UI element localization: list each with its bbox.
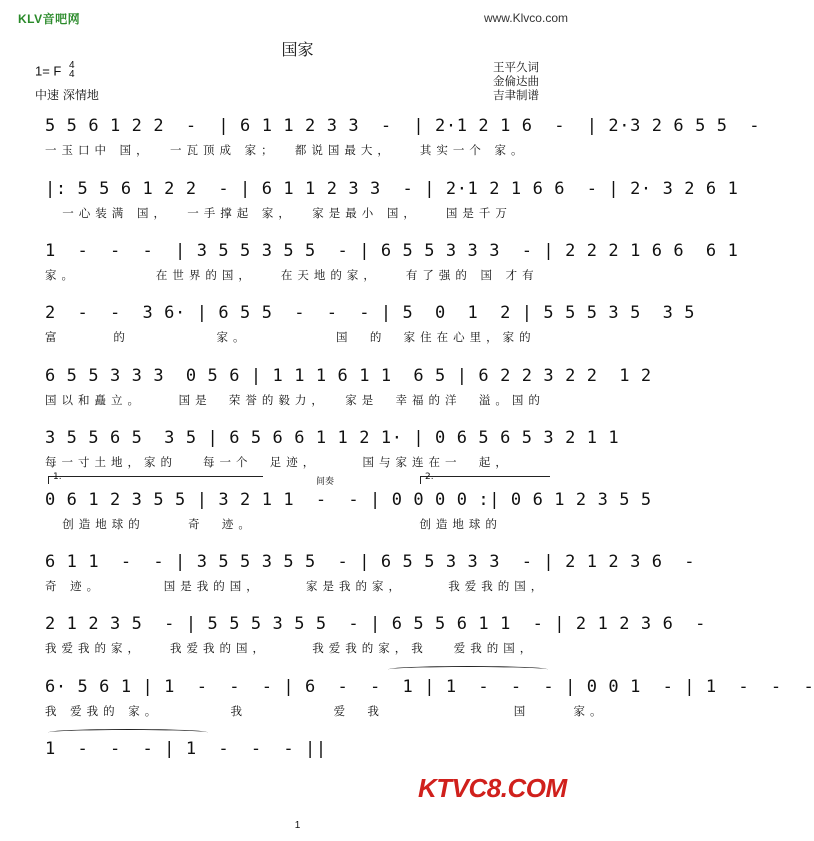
lyrics-line: 国以和矗立。 国是 荣誉的毅力， 家是 幸福的洋 溢。国的	[45, 393, 545, 407]
notes-line: 1 - - - | 1 - - - ||	[45, 739, 327, 759]
lyrics-line: 奇 迹。 国是我的国， 家是我的家， 我爱我的国，	[45, 579, 548, 593]
notes-line: 6 5 5 3 3 3 0 5 6 | 1 1 1 6 1 1 6 5 | 6 2 2 3 2 2 1 2	[45, 366, 652, 386]
site-url[interactable]: www.Klvco.com	[483, 11, 568, 25]
site-logo[interactable]: KLV音吧网	[18, 12, 81, 26]
second-ending-label: 2.	[425, 472, 434, 482]
song-title: 国家	[281, 40, 314, 59]
lyrics-line: 每一寸土地，家的 每一个 足迹， 国与家连在一 起，	[45, 455, 512, 469]
tempo-marking: 中速 深情地	[35, 88, 99, 102]
interlude-label: 间奏	[316, 477, 335, 487]
credits	[493, 60, 539, 102]
first-ending-tick	[48, 476, 49, 484]
page-number: 1	[294, 820, 301, 831]
time-numerator: 4	[69, 60, 75, 71]
notes-line: 2 - - 3 6· | 6 5 5 - - - | 5 0 1 2 | 5 5 5 3 5 3 5	[45, 303, 696, 323]
transcriber-credit: 吉聿制谱	[493, 88, 539, 102]
notes-line: 2 1 2 3 5 - | 5 5 5 3 5 5 - | 6 5 5 6 1 1 - | 2 1 2 3 6 -	[45, 614, 706, 634]
lyrics-line: 富 的 家。 国 的 家住在心里，家的	[45, 330, 536, 344]
second-ending-tick	[420, 476, 421, 484]
notes-line: 3 5 5 6 5 3 5 | 6 5 6 6 1 1 2 1· | 0 6 5 6 5 3 2 1 1	[45, 428, 620, 448]
second-ending-bracket	[420, 476, 550, 477]
lyrics-line: 家。 在世界的国， 在天地的家， 有了强的 国 才有	[45, 268, 539, 282]
first-ending-label: 1.	[53, 472, 62, 482]
lyrics-line: 一心装满 国， 一手撑起 家， 家是最小 国， 国是千万	[45, 206, 512, 220]
watermark-logo: KTVC8.COM	[418, 773, 567, 803]
lyricist-credit: 王平久词	[493, 60, 539, 74]
notes-line: |: 5 5 6 1 2 2 - | 6 1 1 2 3 3 - | 2·1 2 1 6 6 - | 2· 3 2 6 1	[45, 179, 739, 199]
key-signature	[35, 60, 75, 81]
tie-arc	[388, 666, 548, 673]
notes-line: 6· 5 6 1 | 1 - - - | 6 - - 1 | 1 - - - | 0 0 1 - | 1 - - -	[45, 677, 814, 697]
key-label: 1= F	[35, 63, 62, 79]
lyrics-line: 我爱我的家， 我爱我的国， 我爱我的家，我 爱我的国，	[45, 641, 537, 655]
time-denominator: 4	[69, 69, 75, 80]
tie-arc	[48, 729, 208, 736]
lyrics-line: 一玉口中 国， 一瓦顶成 家； 都说国最大， 其实一个 家。	[45, 143, 528, 157]
notes-line: 0 6 1 2 3 5 5 | 3 2 1 1 - - | 0 0 0 0 :| 0 6 1 2 3 5 5	[45, 490, 652, 510]
notes-line: 1 - - - | 3 5 5 3 5 5 - | 6 5 5 3 3 3 - | 2 2 2 1 6 6 6 1	[45, 241, 739, 261]
lyrics-line: 我 爱我的 家。 我 爱 我 国 家。	[45, 704, 607, 718]
time-signature	[69, 61, 75, 79]
notes-line: 6 1 1 - - | 3 5 5 3 5 5 - | 6 5 5 3 3 3 - | 2 1 2 3 6 -	[45, 552, 696, 572]
lyrics-line: 创造地球的 奇 迹。 创造地球的	[45, 517, 502, 531]
composer-credit: 金倫达曲	[493, 74, 539, 88]
notes-line: 5 5 6 1 2 2 - | 6 1 1 2 3 3 - | 2·1 2 1 6 - | 2·3 2 6 5 5 -	[45, 116, 771, 136]
first-ending-bracket	[48, 476, 263, 477]
